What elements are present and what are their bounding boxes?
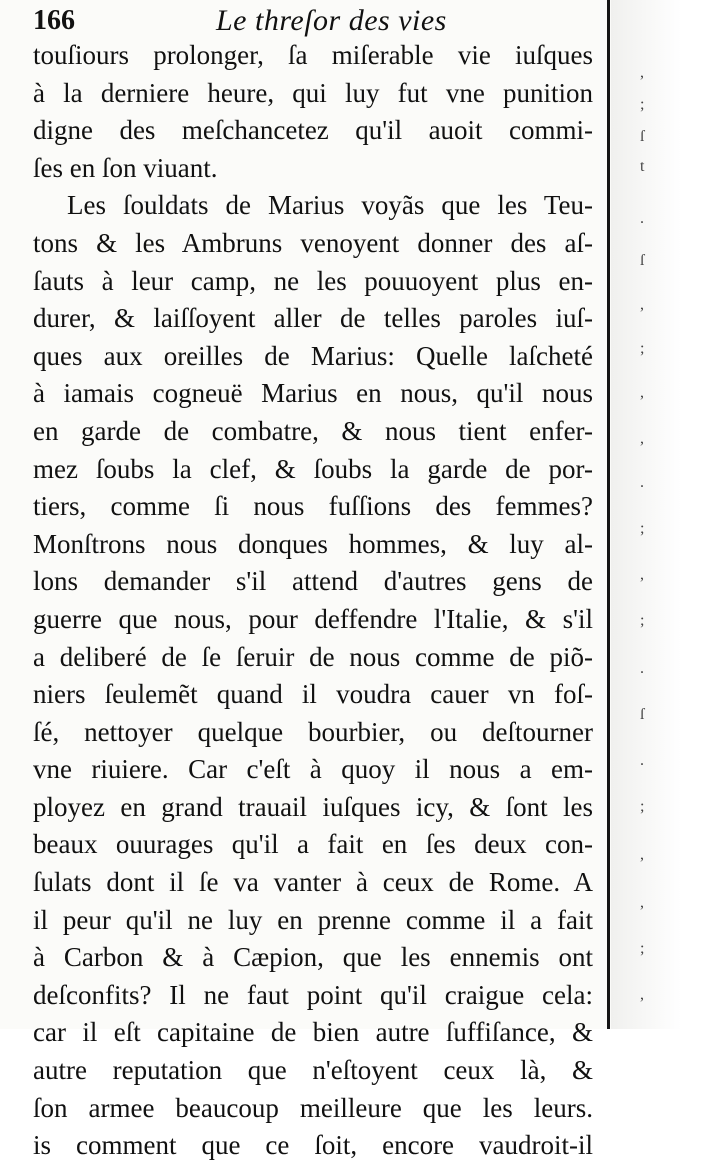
page-number: 166 [33, 5, 75, 36]
page-gutter-rule [607, 0, 610, 1029]
text-line: il peur qu'il ne luy en prenne comme il a fait [33, 904, 593, 935]
text-line: tiers, comme ſi nous fuſſions des femmes? [33, 491, 593, 522]
text-line: deſconfits? Il ne faut point qu'il craigue cela: [33, 979, 593, 1010]
text-line: autre reputation que n'eſtoyent ceux là, & [33, 1055, 593, 1086]
text-line: ſon armee beaucoup meilleure que les leurs. [33, 1092, 593, 1123]
text-line: niers ſeulemẽt quand il voudra cauer vn foſ- [33, 679, 593, 710]
text-line: durer, & laiſſoyent aller de telles paroles iuſ- [33, 303, 593, 334]
text-line: touſiours prolonger, ſa miſerable vie iuſques [33, 40, 593, 70]
text-line: ſes en ſon viuant. [33, 152, 218, 183]
text-line: tons & les Ambruns venoyent donner des aſ- [33, 227, 593, 258]
text-line: à iamais cogneuë Marius en nous, qu'il nous [33, 378, 593, 409]
text-line: is comment que ce ſoit, encore vaudroit-il [33, 1130, 593, 1161]
text-line: Monſtrons nous donques hommes, & luy al- [33, 528, 593, 559]
text-line: ques aux oreilles de Marius: Quelle laſcheté [33, 340, 593, 371]
text-line: lons demander s'il attend d'autres gens de [33, 566, 593, 597]
text-line: ſulats dont il ſe va vanter à ceux de Rome. A [33, 867, 593, 898]
text-line: à la derniere heure, qui luy fut vne punition [33, 77, 593, 108]
text-line: a deliberé de ſe ſeruir de nous comme de piõ- [33, 641, 593, 672]
text-line: guerre que nous, pour deffendre l'Italie, & s'il [33, 603, 593, 634]
facing-page-margin [611, 0, 728, 1029]
text-line: ſé, nettoyer quelque bourbier, ou deſtourner [33, 716, 593, 747]
text-line: vne riuiere. Car c'eſt à quoy il nous a em- [33, 754, 593, 785]
text-line: ſauts à leur camp, ne les pouuoyent plus en- [33, 265, 593, 296]
text-line: à Carbon & à Cæpion, que les ennemis ont [33, 942, 593, 973]
text-line: beaux ouurages qu'il a fait en ſes deux con- [33, 829, 593, 860]
text-line: mez ſoubs la clef, & ſoubs la garde de por- [33, 453, 593, 484]
text-line: ployez en grand trauail iuſques icy, & ſont les [33, 791, 593, 822]
book-page: 166 Le threſor des vies touſiours prolonger, ſa miſerable vie iuſques à la derniere heure, qui luy fut vne punition digne des meſchancetez qu'il auoit commi- ſes en ſon viuant. Les ſouldats de Marius voyãs que les Teu- tons & les Ambruns venoyent donner des aſ- ſauts à leur camp, ne les pouuoyent plus en- durer, & laiſſoyent aller de telles paroles iuſ- ques aux oreilles de Marius: Quelle laſcheté à iamais cogneuë Marius en nous, qu'il nous en garde de combatre, & nous tient enfer- mez ſoubs la clef, & ſoubs la garde de por- tiers, comme ſi nous fuſſions des femmes? Monſtrons nous donques hommes, & luy al- lons demander s'il attend d'autres gens de guerre que nous, pour deffendre l'Italie, & s'il a deliberé de ſe ſeruir de nous comme de piõ- niers ſeulemẽt quand il voudra cauer vn foſ- ſé, nettoyer quelque bourbier, ou deſtourner vne riuiere. Car c'eſt à quoy il nous a em- ployez en grand trauail iuſques icy, & ſont les beaux ouurages qu'il a fait en ſes deux con- ſulats dont il ſe va vanter à ceux de Rome. A il peur qu'il ne luy en prenne comme il a fait à Carbon & à Cæpion, que les ennemis ont deſconfits? Il ne faut point qu'il craigue cela: car il eſt capitaine de bien autre ſuffiſance, & autre reputation que n'eſtoyent ceux là, & ſon armee beaucoup meilleure que les leurs. is comment que ce ſoit, encore vaudroit-il , ; ſ t . ſ , ; , , . ; , ; . ſ . ; , , ; , [0, 0, 728, 1029]
text-line: car il eſt capitaine de bien autre ſuffiſance, & [33, 1017, 593, 1048]
text-line: en garde de combatre, & nous tient enfer- [33, 415, 593, 446]
page-header [33, 0, 593, 37]
page-text [33, 0, 593, 1165]
text-line: digne des meſchancetez qu'il auoit commi- [33, 115, 593, 146]
running-head: Le threſor des vies [216, 4, 447, 37]
paragraph-start-line: Les ſouldats de Marius voyãs que les Teu- [67, 190, 593, 221]
